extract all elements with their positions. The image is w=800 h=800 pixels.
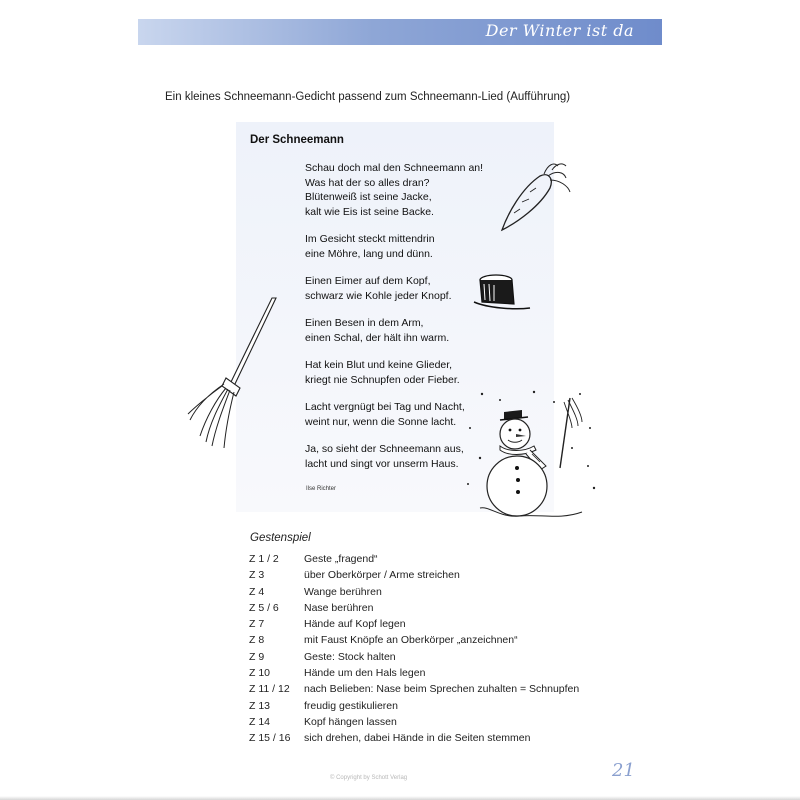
- gesture-line-ref: Z 8: [249, 634, 265, 647]
- snowman-icon: [460, 388, 600, 528]
- gesture-description: Nase berühren: [304, 601, 374, 614]
- gesture-line-ref: Z 4: [249, 585, 265, 598]
- gesture-description: Hände auf Kopf legen: [304, 618, 406, 631]
- gesture-description: Wange berühren: [304, 585, 382, 598]
- poem-line: Schau doch mal den Schneemann an!: [305, 162, 484, 174]
- poem-stanza: [305, 274, 483, 303]
- poem-line: Blütenweiß ist seine Jacke,: [305, 191, 432, 203]
- gesture-description: nach Belieben: Nase beim Sprechen zuhalten = Schnupfen: [304, 683, 580, 696]
- gesture-line-ref: Z 11 / 12: [249, 683, 290, 696]
- poem-line: Einen Eimer auf dem Kopf,: [305, 275, 431, 287]
- gesture-line-ref: Z 1 / 2: [249, 553, 279, 565]
- poem-line: eine Möhre, lang und dünn.: [305, 247, 433, 260]
- gesture-line-ref: Z 10: [249, 667, 271, 680]
- header-bar: [138, 19, 662, 45]
- page-number: 21: [612, 760, 635, 781]
- poem-author: Ilse Richter: [306, 486, 337, 492]
- gesture-description: Kopf hängen lassen: [304, 715, 397, 728]
- gesture-line-ref: Z 5 / 6: [249, 601, 279, 614]
- poem-stanza: [305, 316, 483, 345]
- carrot-icon: [492, 158, 582, 238]
- poem-line: kalt wie Eis ist seine Backe.: [305, 205, 434, 218]
- hat-icon: [470, 270, 532, 316]
- gesture-description: Geste: Stock halten: [304, 650, 396, 663]
- gesture-line-ref: Z 3: [249, 569, 265, 582]
- gesture-description: über Oberkörper / Arme streichen: [304, 569, 460, 582]
- copyright-notice: © Copyright by Schott Verlag: [330, 775, 408, 781]
- poem-line: Hat kein Blut und keine Glieder,: [305, 359, 453, 371]
- broom-icon: [186, 296, 284, 454]
- gesture-line-ref: Z 9: [249, 650, 265, 663]
- gesture-line-ref: Z 7: [249, 618, 265, 631]
- poem-stanza: [305, 161, 483, 219]
- gesture-section-title: Gestenspiel: [250, 532, 311, 544]
- poem-line: Lacht vergnügt bei Tag und Nacht,: [305, 401, 465, 413]
- gesture-description: Geste „fragend“: [304, 553, 378, 565]
- poem-line: schwarz wie Kohle jeder Knopf.: [305, 289, 452, 302]
- page-bottom-edge: [0, 796, 800, 800]
- poem-text: [305, 161, 483, 484]
- poem-line: Ja, so sieht der Schneemann aus,: [305, 443, 464, 455]
- poem-stanza: [305, 232, 483, 261]
- gesture-description: sich drehen, dabei Hände in die Seiten stemmen: [304, 732, 531, 745]
- poem-line: Im Gesicht steckt mittendrin: [305, 233, 435, 245]
- poem-stanza: [305, 400, 483, 429]
- poem-stanza: [305, 358, 483, 387]
- page-subtitle: Ein kleines Schneemann-Gedicht passend zum Schneemann-Lied (Aufführung): [165, 91, 571, 103]
- gesture-description: mit Faust Knöpfe an Oberkörper „anzeichnen“: [304, 634, 518, 647]
- poem-stanza: [305, 442, 483, 471]
- poem-line: kriegt nie Schnupfen oder Fieber.: [305, 373, 460, 386]
- poem-title: Der Schneemann: [250, 134, 344, 146]
- poem-line: Einen Besen in dem Arm,: [305, 317, 424, 329]
- gesture-description: freudig gestikulieren: [304, 699, 398, 712]
- poem-line: einen Schal, der hält ihn warm.: [305, 331, 450, 344]
- poem-line: Was hat der so alles dran?: [305, 176, 430, 189]
- gesture-line-ref: Z 15 / 16: [249, 732, 291, 745]
- poem-line: lacht und singt vor unserm Haus.: [305, 457, 459, 470]
- gesture-description: Hände um den Hals legen: [304, 667, 426, 680]
- gesture-line-ref: Z 13: [249, 699, 271, 712]
- chapter-title: Der Winter ist da: [485, 21, 634, 40]
- poem-line: weint nur, wenn die Sonne lacht.: [305, 415, 457, 428]
- gesture-line-ref: Z 14: [249, 715, 271, 728]
